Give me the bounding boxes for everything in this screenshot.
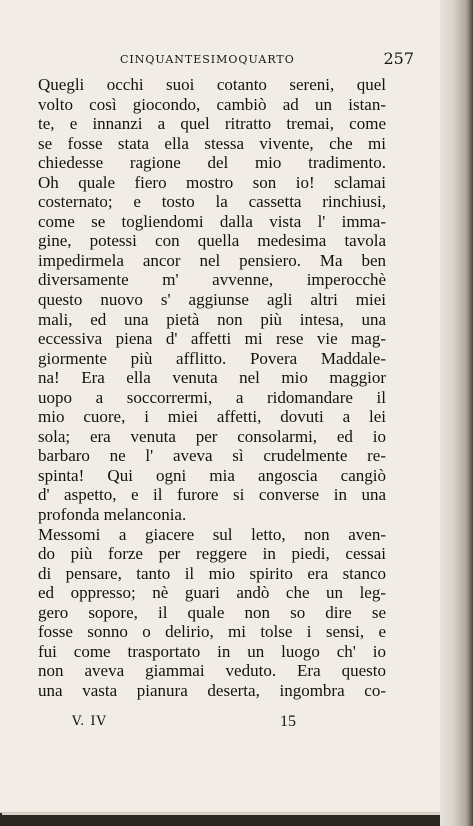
text-line: di pensare, tanto il mio spirito era stanco	[38, 563, 386, 583]
text-line: Messomi a giacere sul letto, non aven-	[38, 524, 386, 544]
page-edge-shadow	[440, 0, 473, 826]
text-line: costernato; e tosto la cassetta rinchiusi,	[38, 192, 386, 212]
text-line: non aveva giammai veduto. Era questo	[38, 661, 386, 681]
text-line: diversamente m' avvenne, imperocchè	[38, 270, 386, 290]
text-line: ed oppresso; nè guari andò che un leg-	[38, 583, 386, 603]
text-line: chiedesse ragione del mio tradimento.	[38, 153, 386, 173]
text-line: giormente più afflitto. Povera Maddale-	[38, 348, 386, 368]
page-number: 257	[383, 49, 414, 68]
volume-signature: V. IV	[72, 714, 107, 729]
text-line: gine, potessi con quella medesima tavola	[38, 231, 386, 251]
text-line: sola; era venuta per consolarmi, ed io	[38, 426, 386, 446]
page-footer	[72, 714, 322, 736]
paragraph-end-line: profonda melanconia.	[38, 505, 187, 525]
text-line: Oh quale fiero mostro son io! sclamai	[38, 172, 386, 192]
text-line: come se togliendomi dalla vista l' imma-	[38, 211, 386, 231]
signature-number: 15	[280, 713, 296, 730]
text-line: gero sopore, il quale non so dire se	[38, 602, 386, 622]
text-line: spinta! Qui ogni mia angoscia cangiò	[38, 465, 386, 485]
text-line: fui come trasportato in un luogo ch' io	[38, 641, 386, 661]
text-line: Quegli occhi suoi cotanto sereni, quel	[38, 75, 386, 94]
text-line: eccessiva piena d' affetti mi rese vie mag-	[38, 329, 386, 349]
running-head	[38, 49, 414, 71]
text-line: na! Era ella venuta nel mio maggior	[38, 368, 386, 388]
text-line: impedirmela ancor nel pensiero. Ma ben	[38, 250, 386, 270]
text-line: una vasta pianura deserta, ingombra co-	[38, 680, 386, 700]
text-line: barbaro ne l' aveva sì crudelmente re-	[38, 446, 386, 466]
running-title: CINQUANTESIMOQUARTO	[120, 53, 295, 66]
text-line: mali, ed una pietà non più intesa, una	[38, 309, 386, 329]
text-line: questo nuovo s' aggiunse agli altri miei	[38, 290, 386, 310]
text-line: uopo a soccorrermi, a ridomandare il	[38, 387, 386, 407]
text-line: fosse sonno o delirio, mi tolse i sensi, e	[38, 622, 386, 642]
text-line: mio cuore, i miei affetti, dovuti a lei	[38, 407, 386, 427]
text-line: se fosse stata ella stessa vivente, che mi	[38, 133, 386, 153]
text-line: volto così giocondo, cambiò ad un istan-	[38, 94, 386, 114]
text-line: d' aspetto, e il furore si converse in una	[38, 485, 386, 505]
body-text	[38, 75, 386, 701]
text-line: te, e innanzi a quel ritratto tremai, come	[38, 114, 386, 134]
text-line: do più forze per reggere in piedi, cessai	[38, 544, 386, 564]
